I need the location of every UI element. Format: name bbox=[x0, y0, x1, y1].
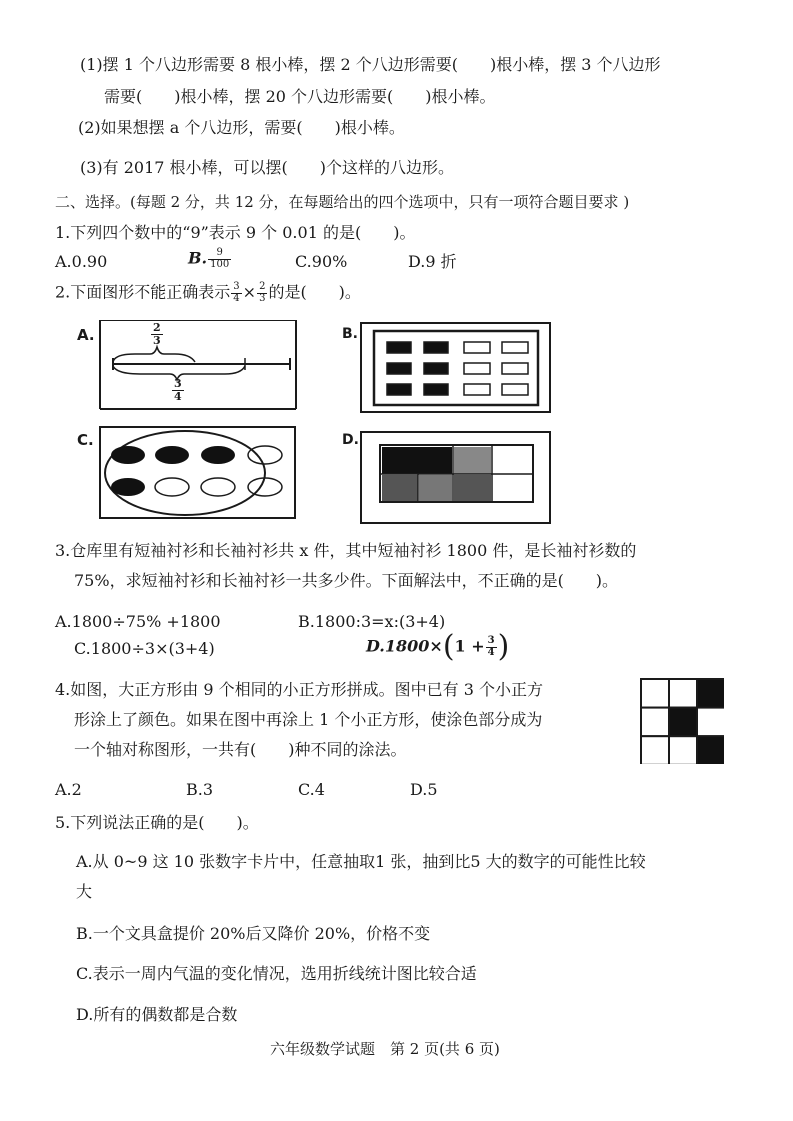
figure-d-drawing bbox=[340, 430, 552, 525]
choice-q5-stem: 5.下列说法正确的是( )。 bbox=[55, 813, 259, 832]
figure-c bbox=[75, 425, 297, 520]
figure-b-rect bbox=[464, 363, 490, 374]
choice-q4-grid bbox=[640, 678, 724, 764]
figure-d bbox=[340, 430, 552, 525]
figure-d-label: D. bbox=[342, 432, 359, 448]
figure-b-rect bbox=[464, 384, 490, 395]
q2-line: (2)如果想摆 a 个八边形，需要( )根小棒。 bbox=[78, 118, 405, 137]
figure-c-label: C. bbox=[77, 431, 94, 449]
choice-q3-option-a: A.1800÷75% +1800 bbox=[55, 612, 221, 631]
figure-b-rect bbox=[387, 342, 411, 353]
choice-q5-option-a-line1: A.从 0~9 这 10 张数字卡片中，任意抽取1 张，抽到比5 大的数字的可能性比较 bbox=[76, 852, 646, 871]
choice-q3-option-c: C.1800÷3×(3+4) bbox=[74, 639, 215, 658]
grid-cell bbox=[641, 708, 669, 737]
choice-q4-line1: 4.如图，大正方形由 9 个相同的小正方形拼成。图中已有 3 个小正方 bbox=[55, 680, 543, 699]
q1-line2: 需要( )根小棒，摆 20 个八边形需要( )根小棒。 bbox=[104, 87, 496, 106]
figure-a-bottom-fraction: $\frac{3}{4}$ bbox=[174, 377, 182, 403]
figure-b-rect bbox=[424, 384, 448, 395]
figure-b-rect bbox=[424, 342, 448, 353]
grid-cell bbox=[669, 679, 697, 708]
choice-q1-option-c: C.90% bbox=[295, 252, 348, 271]
choice-q1-option-a: A.0.90 bbox=[55, 252, 108, 271]
choice-q1-option-d: D.9 折 bbox=[408, 252, 457, 271]
page-footer: 六年级数学试题 第 2 页(共 6 页) bbox=[270, 1040, 500, 1058]
figure-b-rect bbox=[502, 342, 528, 353]
choice-q5-option-a-line2: 大 bbox=[76, 882, 93, 901]
choice-q4-option-a: A.2 bbox=[55, 780, 82, 799]
grid-cell bbox=[641, 679, 669, 708]
choice-q5-option-d: D.所有的偶数都是合数 bbox=[76, 1005, 238, 1024]
figure-b-rect bbox=[387, 363, 411, 374]
figure-b-label: B. bbox=[342, 326, 358, 342]
figure-a-drawing bbox=[75, 320, 297, 410]
choice-q4-grid-drawing bbox=[640, 678, 724, 764]
choice-q4-line3: 一个轴对称图形，一共有( )种不同的涂法。 bbox=[74, 740, 407, 759]
grid-cell bbox=[697, 679, 724, 708]
grid-cell bbox=[697, 736, 724, 764]
choice-q3-line1: 3.仓库里有短袖衬衫和长袖衬衫共 x 件，其中短袖衬衫 1800 件，是长袖衬衫数的 bbox=[55, 541, 637, 560]
choice-q5-option-b: B.一个文具盒提价 20%后又降价 20%，价格不变 bbox=[76, 924, 431, 943]
figure-a-label: A. bbox=[77, 326, 95, 344]
figure-b bbox=[340, 320, 552, 414]
figure-b-rect bbox=[464, 342, 490, 353]
figure-b-rect bbox=[502, 384, 528, 395]
choice-q4-option-d: D.5 bbox=[410, 780, 438, 799]
figure-b-rect bbox=[424, 363, 448, 374]
grid-cell bbox=[669, 708, 697, 737]
choice-q3-option-b: B.1800:3=x:(3+4) bbox=[298, 612, 446, 631]
figure-a-top-fraction: $\frac{2}{3}$ bbox=[153, 321, 161, 347]
section-header: 二、选择。(每题 2 分，共 12 分，在每题给出的四个选项中，只有一项符合题目要求 ) bbox=[55, 193, 630, 211]
figure-b-rect bbox=[387, 384, 411, 395]
grid-cell bbox=[669, 736, 697, 764]
choice-q1-option-b: B. $\frac{9}{100}$ bbox=[188, 247, 230, 270]
choice-q5-option-c: C.表示一周内气温的变化情况，选用折线统计图比较合适 bbox=[76, 964, 477, 983]
choice-q4-option-b: B.3 bbox=[186, 780, 214, 799]
grid-cell bbox=[697, 708, 724, 737]
figure-b-drawing bbox=[340, 320, 552, 414]
choice-q4-option-c: C.4 bbox=[298, 780, 325, 799]
figure-a bbox=[75, 320, 297, 410]
choice-q3-line2: 75%，求短袖衬衫和长袖衬衫一共多少件。下面解法中，不正确的是( )。 bbox=[74, 571, 619, 590]
q3-line: (3)有 2017 根小棒，可以摆( )个这样的八边形。 bbox=[80, 158, 455, 177]
q1-line1: (1)摆 1 个八边形需要 8 根小棒，摆 2 个八边形需要( )根小棒，摆 3 个八边形 bbox=[80, 55, 661, 74]
figure-b-rects bbox=[387, 342, 528, 395]
figure-b-rect bbox=[502, 363, 528, 374]
choice-q2-stem: 2.下面图形不能正确表示 $\frac{3}{4}$ × $\frac{2}{3}$ 的是( )。 bbox=[55, 281, 361, 304]
choice-q1-stem: 1.下列四个数中的“9”表示 9 个 0.01 的是( )。 bbox=[55, 223, 416, 242]
figure-c-drawing bbox=[75, 425, 297, 520]
choice-q3-option-d: D.1800×(1 + $\frac{3}{4}$ ) bbox=[366, 629, 510, 664]
grid-cell bbox=[641, 736, 669, 764]
choice-q4-line2: 形涂上了颜色。如果在图中再涂上 1 个小正方形，使涂色部分成为 bbox=[74, 710, 543, 729]
